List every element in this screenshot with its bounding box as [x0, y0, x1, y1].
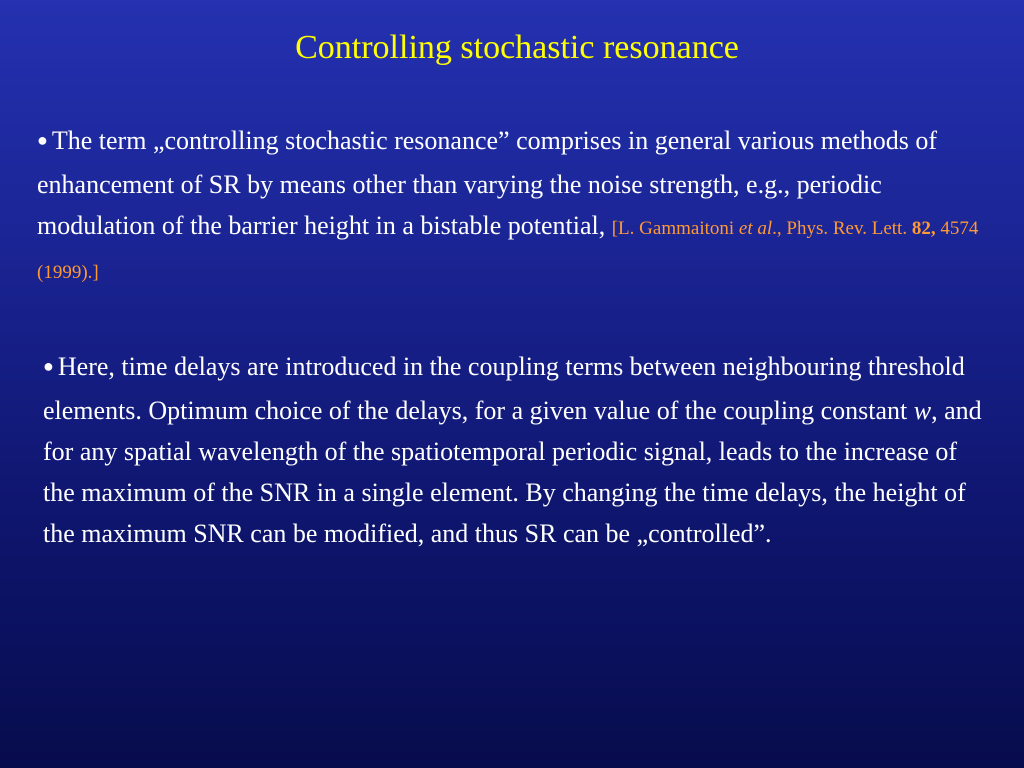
reference-volume: 82, — [911, 217, 936, 239]
slide-title: Controlling stochastic resonance — [295, 29, 739, 66]
coupling-constant-variable: w — [913, 395, 932, 425]
bullet-1-text: The term „controlling stochastic resonance” comprises in general various methods of enhancement of SR by means other than varying the noise strength, e.g., periodic modulation of the barrier height in a bistable potential, — [37, 126, 938, 240]
bullet-paragraph-2 — [43, 346, 993, 554]
bullet-2-text-after: , and for any spatial wavelength of the spatiotemporal periodic signal, leads to the increase of the maximum of the SNR in a single element. By changing the time delays, the height of the maximum SNR can be modified, and thus SR can be „controlled”. — [43, 395, 982, 548]
bullet-2-text-before: Here, time delays are introduced in the coupling terms between neighbouring threshold elements. Optimum choice of the delays, for a given value of the coupling constant — [43, 352, 965, 425]
reference-journal: ., Phys. Rev. Lett. — [772, 217, 912, 239]
bullet-paragraph-1 — [37, 120, 997, 293]
reference-rest: 4574 (1999).] — [37, 217, 979, 283]
reference-etal: et al — [738, 217, 773, 239]
reference-open: [L. Gammaitoni — [611, 217, 739, 239]
bullet-dot-icon: ● — [43, 355, 54, 376]
bullet-dot-icon: ● — [37, 129, 48, 150]
